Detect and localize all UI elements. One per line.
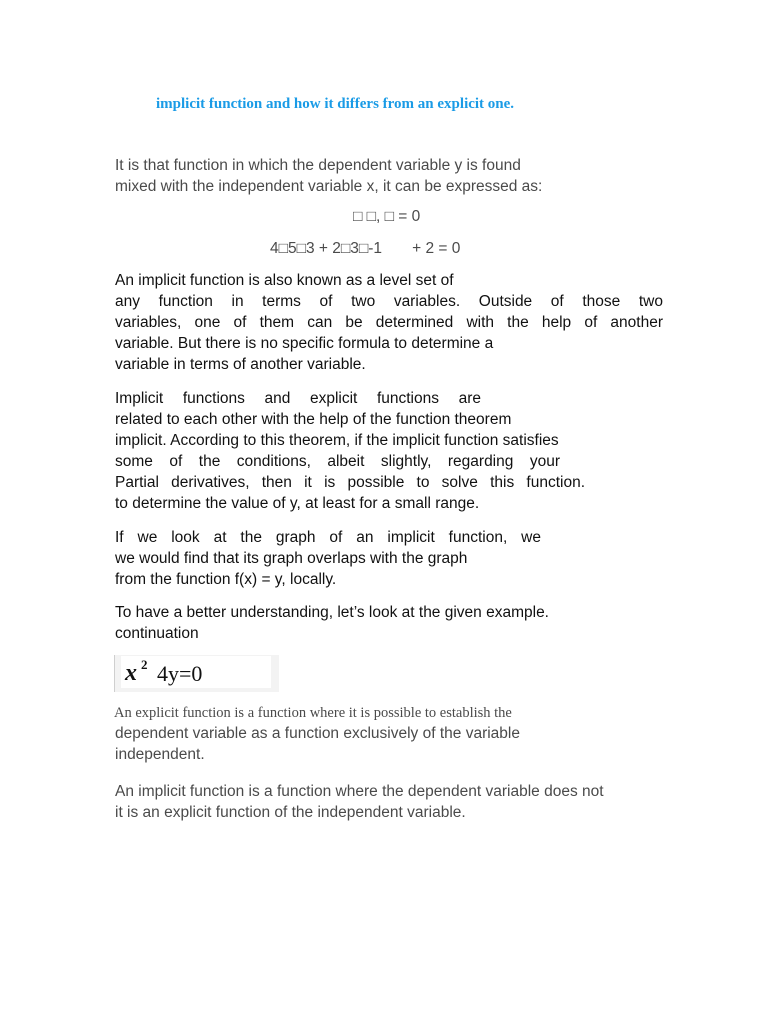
paragraph-line: Partial derivatives, then it is possible to solve this function. — [115, 474, 585, 491]
paragraph-line: we would find that its graph overlaps with the graph — [115, 550, 468, 567]
formula-variable: x — [125, 660, 137, 686]
paragraph-line: independent. — [115, 746, 205, 763]
equation-general-form: □ □, □ = 0 — [353, 208, 421, 225]
paragraph-graph — [115, 527, 541, 590]
implicit-definition — [115, 781, 663, 823]
paragraph-line: to determine the value of y, at least for a small range. — [115, 495, 480, 512]
paragraph-line: If we look at the graph of an implicit function, we — [115, 529, 541, 546]
paragraph-line: variables, one of them can be determined with the help of another — [115, 314, 663, 331]
paragraph-line: implicit. According to this theorem, if the implicit function satisfies — [115, 432, 559, 449]
page-title: implicit function and how it differs from an explicit one. — [156, 96, 515, 112]
paragraph-line: it is an explicit function of the independent variable. — [115, 804, 466, 821]
paragraph-line: variable in terms of another variable. — [115, 356, 366, 373]
formula-exponent: 2 — [141, 657, 148, 672]
paragraph-line: related to each other with the help of the function theorem — [115, 411, 512, 428]
paragraph-line: some of the conditions, albeit slightly, regarding your — [115, 453, 560, 470]
paragraph-theorem — [115, 388, 585, 514]
formula-image — [114, 655, 279, 692]
intro-line: mixed with the independent variable x, it can be expressed as: — [115, 178, 543, 195]
formula-rest: 4y=0 — [157, 661, 203, 686]
paragraph-line: An implicit function is a function where the dependent variable does not — [115, 783, 604, 800]
paragraph-example — [115, 602, 663, 644]
formula-background — [121, 656, 271, 688]
paragraph-line: dependent variable as a function exclusively of the variable — [115, 725, 520, 742]
paragraph-line: An implicit function is also known as a level set of — [115, 272, 454, 289]
paragraph-line: continuation — [115, 625, 199, 642]
paragraph-line: Implicit functions and explicit functions are — [115, 390, 481, 407]
paragraph-line: variable. But there is no specific formula to determine a — [115, 335, 494, 352]
equation-example: 4□5□3 + 2□3□-1 + 2 = 0 — [270, 240, 461, 257]
paragraph-line: To have a better understanding, let’s look at the given example. — [115, 604, 549, 621]
explicit-definition-first-line: An explicit function is a function where it is possible to establish the — [114, 705, 512, 721]
paragraph-line: any function in terms of two variables. Outside of those two — [115, 293, 663, 310]
explicit-definition — [115, 723, 663, 765]
intro-paragraph — [115, 155, 663, 197]
paragraph-line: from the function f(x) = y, locally. — [115, 571, 337, 588]
paragraph-level-set — [115, 270, 663, 375]
intro-line: It is that function in which the dependent variable y is found — [115, 157, 521, 174]
